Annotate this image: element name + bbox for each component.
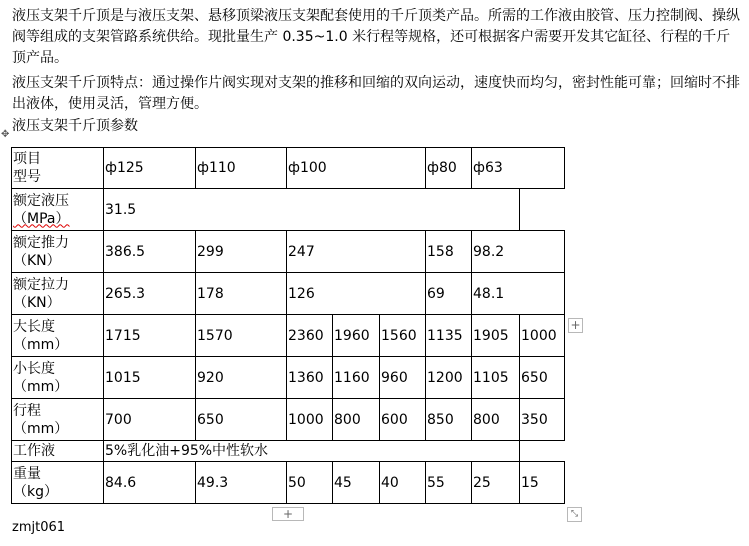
value-cell[interactable]: 40: [380, 462, 426, 504]
value-cell[interactable]: 48.1: [472, 273, 565, 315]
row-label-cell[interactable]: [12, 357, 104, 399]
row-label: 行程: [13, 402, 41, 419]
table-resize-icon[interactable]: ⤡: [567, 507, 582, 522]
value-cell[interactable]: 650: [520, 357, 565, 399]
row-unit: （KN）: [13, 294, 61, 311]
row-label: 重量: [13, 465, 41, 482]
table-row-weight: [12, 462, 565, 504]
value-cell[interactable]: 2360: [287, 315, 333, 357]
table-move-anchor-icon[interactable]: ✥: [1, 129, 10, 140]
row-unit: （MPa）: [13, 210, 70, 227]
value-cell[interactable]: 5%乳化油+95%中性软水: [104, 441, 520, 462]
table-row-pull: [12, 273, 565, 315]
value-cell[interactable]: 1015: [104, 357, 196, 399]
value-cell[interactable]: 1105: [472, 357, 520, 399]
value-cell[interactable]: 265.3: [104, 273, 196, 315]
header-corner-cell[interactable]: [12, 148, 104, 189]
value-cell[interactable]: 69: [426, 273, 472, 315]
row-label-cell[interactable]: [12, 462, 104, 504]
model-cell[interactable]: ф110: [196, 148, 287, 189]
row-label-cell[interactable]: [12, 273, 104, 315]
value-cell[interactable]: 1000: [287, 399, 333, 441]
row-label-cell[interactable]: [12, 231, 104, 273]
row-unit: （mm）: [13, 420, 69, 437]
model-cell[interactable]: ф63: [472, 148, 565, 189]
value-cell[interactable]: 800: [472, 399, 520, 441]
row-label: 额定液压: [13, 192, 69, 209]
intro-paragraph-2: 液压支架千斤顶特点：通过操作片阀实现对支架的推移和回缩的双向运动，速度快而均匀，密封性能可靠；回缩时不排出液体，使用灵活，管理方便。: [12, 75, 740, 112]
value-cell[interactable]: 960: [380, 357, 426, 399]
row-unit: （kg）: [13, 483, 58, 500]
row-unit: （mm）: [13, 378, 69, 395]
model-cell[interactable]: ф80: [426, 148, 472, 189]
value-cell[interactable]: 45: [333, 462, 380, 504]
value-cell[interactable]: 158: [426, 231, 472, 273]
row-unit: （KN）: [13, 252, 61, 269]
table-row-max-length: [12, 315, 565, 357]
value-cell[interactable]: 31.5: [104, 189, 520, 231]
value-cell[interactable]: 1905: [472, 315, 520, 357]
model-cell[interactable]: ф125: [104, 148, 196, 189]
add-column-button[interactable]: +: [568, 318, 583, 333]
value-cell[interactable]: 84.6: [104, 462, 196, 504]
row-label-cell[interactable]: [12, 189, 104, 231]
value-cell[interactable]: 50: [287, 462, 333, 504]
value-cell[interactable]: 850: [426, 399, 472, 441]
value-cell[interactable]: 386.5: [104, 231, 196, 273]
row-label-cell[interactable]: [12, 315, 104, 357]
value-cell[interactable]: 800: [333, 399, 380, 441]
value-cell[interactable]: 1560: [380, 315, 426, 357]
value-cell[interactable]: 600: [380, 399, 426, 441]
table-row-min-length: [12, 357, 565, 399]
value-cell[interactable]: 1360: [287, 357, 333, 399]
value-cell[interactable]: 25: [472, 462, 520, 504]
value-cell[interactable]: 350: [520, 399, 565, 441]
value-cell[interactable]: 1570: [196, 315, 287, 357]
value-cell[interactable]: 15: [520, 462, 565, 504]
table-row-header: [12, 148, 565, 189]
model-cell[interactable]: ф100: [287, 148, 426, 189]
row-label: 额定拉力: [13, 276, 69, 293]
table-caption: 液压支架千斤顶参数: [12, 118, 138, 134]
value-cell[interactable]: 1715: [104, 315, 196, 357]
value-cell[interactable]: 1200: [426, 357, 472, 399]
value-cell[interactable]: 1160: [333, 357, 380, 399]
row-label-cell[interactable]: 工作液: [12, 441, 104, 462]
value-cell[interactable]: 920: [196, 357, 287, 399]
value-cell[interactable]: 650: [196, 399, 287, 441]
value-cell[interactable]: 55: [426, 462, 472, 504]
footer-code: zmjt061: [12, 520, 66, 535]
row-label: 额定推力: [13, 234, 69, 251]
value-cell[interactable]: 178: [196, 273, 287, 315]
table-row-stroke: [12, 399, 565, 441]
row-label-model: 型号: [13, 169, 41, 185]
value-cell[interactable]: 299: [196, 231, 287, 273]
row-label: 小长度: [13, 360, 55, 377]
intro-paragraph-1: 液压支架千斤顶是与液压支架、悬移顶梁液压支架配套使用的千斤顶类产品。所需的工作液由胶管、压力控制阀、操纵阀等组成的支架管路系统供给。现批量生产 0.35~1.0 米行程等规格，还可根据客户需要开发其它缸径、行程的千斤顶产品。: [12, 8, 740, 66]
row-unit: （mm）: [13, 336, 69, 353]
value-cell[interactable]: 1135: [426, 315, 472, 357]
table-row-fluid: [12, 441, 565, 462]
row-label: 大长度: [13, 318, 55, 335]
value-cell[interactable]: 98.2: [472, 231, 565, 273]
value-cell[interactable]: 49.3: [196, 462, 287, 504]
value-cell[interactable]: 126: [287, 273, 426, 315]
row-label-item: 项目: [13, 151, 41, 167]
table-row-push: [12, 231, 565, 273]
value-cell[interactable]: 700: [104, 399, 196, 441]
table-row-pressure: [12, 189, 565, 231]
value-cell[interactable]: 247: [287, 231, 426, 273]
value-cell[interactable]: 1960: [333, 315, 380, 357]
spec-table: [11, 147, 565, 504]
add-row-button[interactable]: +: [272, 507, 304, 521]
value-cell[interactable]: 1000: [520, 315, 565, 357]
row-label-cell[interactable]: [12, 399, 104, 441]
